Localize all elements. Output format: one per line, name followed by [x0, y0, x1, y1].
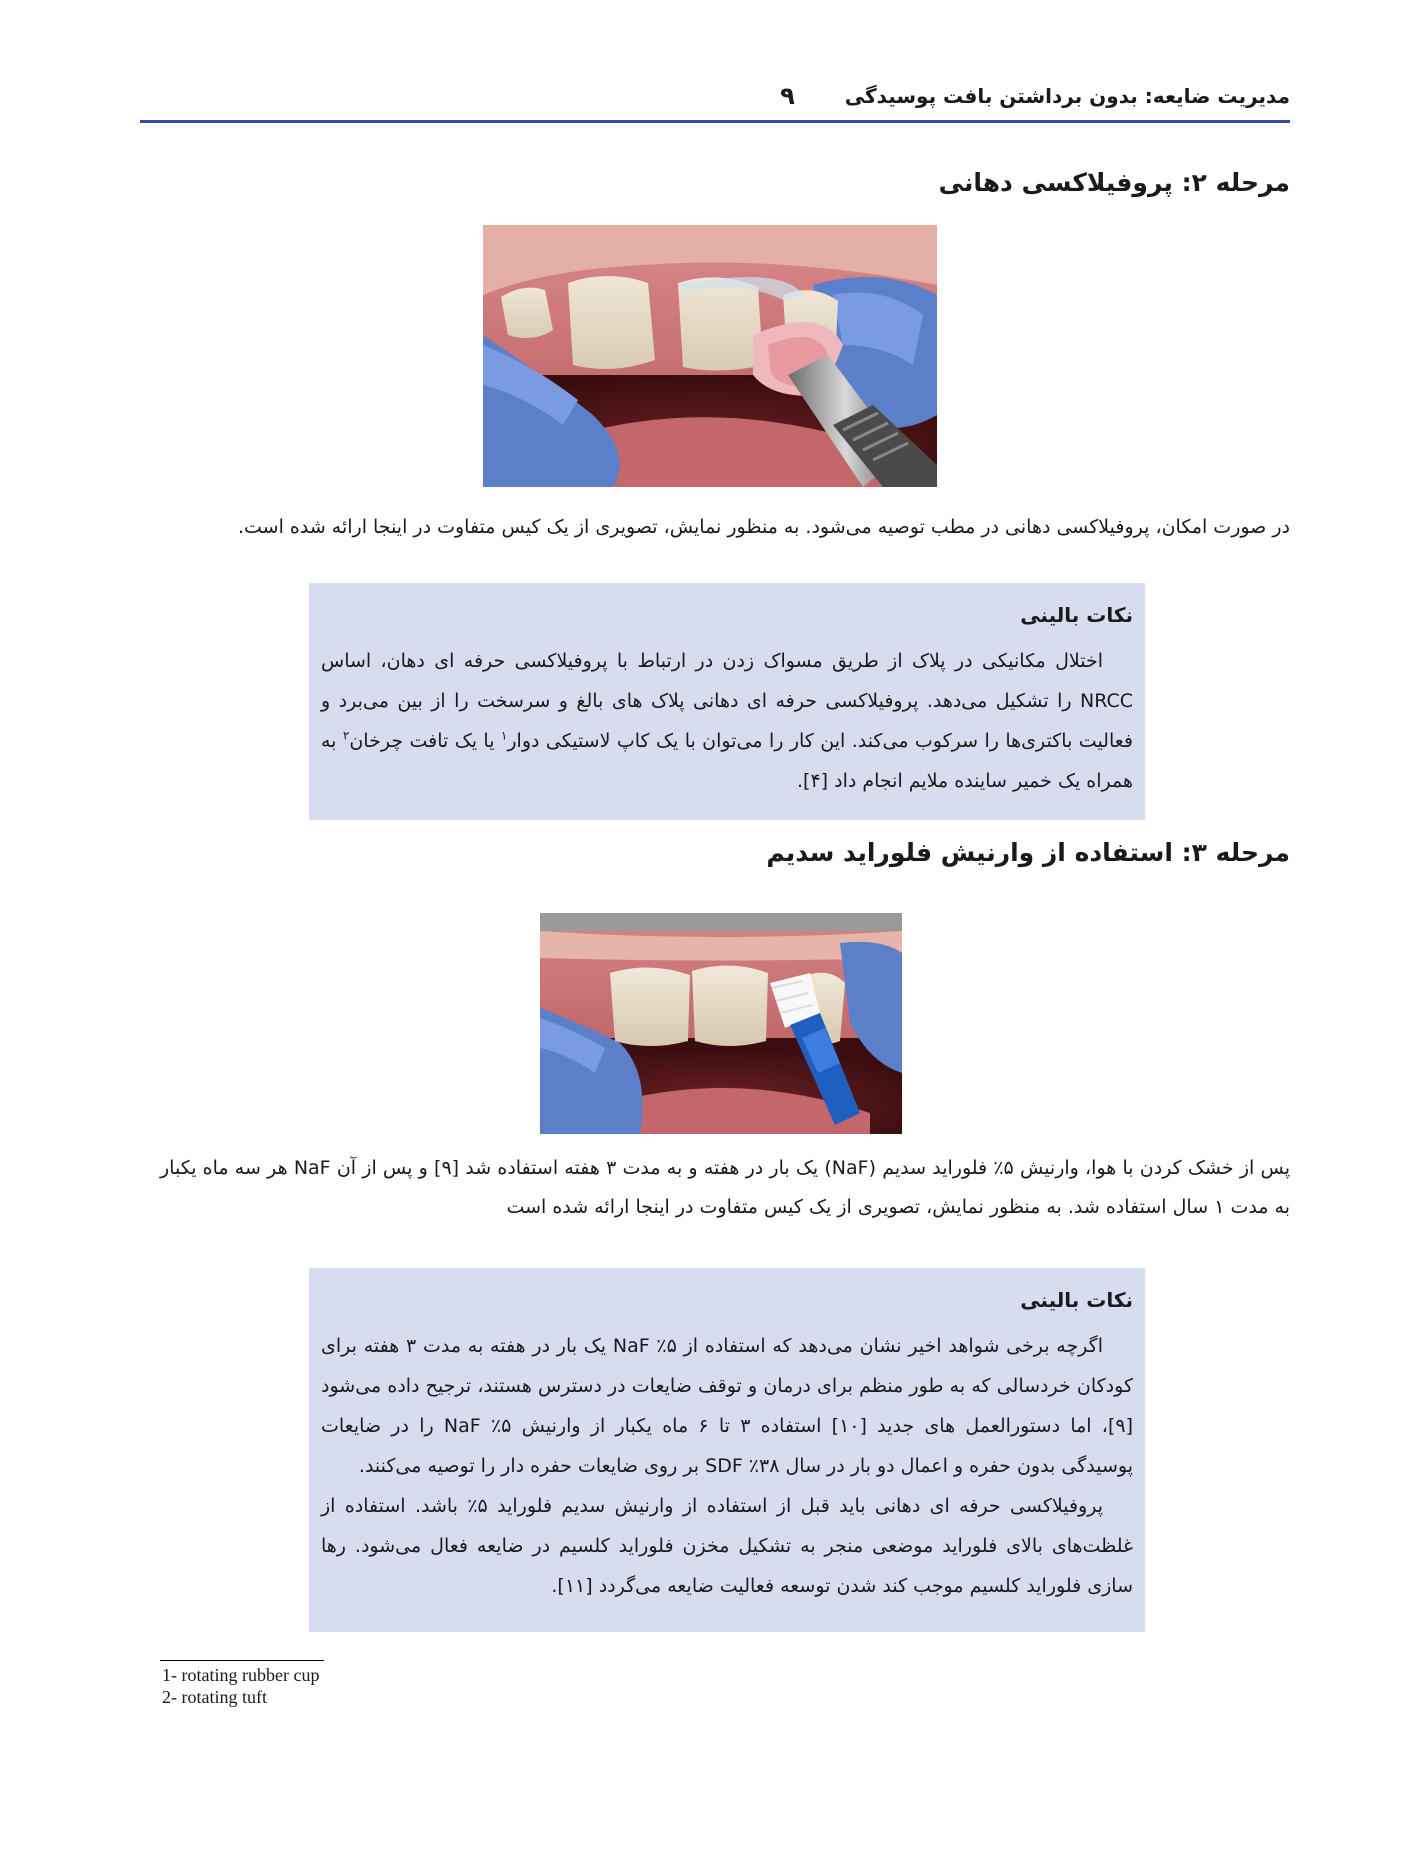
fluoride-varnish-photo: [540, 913, 902, 1134]
clinical-notes-text-part-1: اختلال مکانیکی در پلاک از طریق مسواک زدن در ارتباط با پروفیلاکسی حرفه ای دهان، اساس NRCC را تشکیل می‌دهد. پروفیلاکسی حرفه ای دهانی پلاک های بالغ و سرسخت را از بین می‌برد و فعالیت باکتری‌ها را سرکوب می‌کند. این کار را می‌توان با یک کاپ لاستیکی دوار: [321, 650, 1133, 752]
clinical-notes-body: [321, 641, 1133, 801]
dental-prophylaxis-photo: [483, 225, 937, 487]
paragraph-step-3: پس از خشک کردن با هوا، وارنیش ۵٪ فلوراید سدیم (NaF) یک بار در هفته و به مدت ۳ هفته استفاده شد [۹] و پس از آن NaF هر سه ماه یکبار به مدت ۱ سال استفاده شد. به منظور نمایش، تصویری از یک کیس متفاوت در اینجا ارائه شده است: [160, 1157, 1291, 1218]
paragraph-step-2: در صورت امکان، پروفیلاکسی دهانی در مطب توصیه می‌شود. به منظور نمایش، تصویری از یک کیس متفاوت در اینجا ارائه شده است.: [237, 516, 1290, 538]
footnotes: [162, 1664, 319, 1708]
clinical-notes-text-part-3: به همراه یک خمیر ساینده ملایم انجام داد [۴].: [321, 730, 1133, 792]
footnote-1: 1- rotating rubber cup: [162, 1665, 320, 1685]
clinical-notes-body-paragraph-2: پروفیلاکسی حرفه ای دهانی باید قبل از استفاده از وارنیش سدیم فلوراید ۵٪ باشد. استفاده از غلظت‌های بالای فلوراید موضعی منجر به تشکیل مخزن فلوراید کلسیم در ضایعه فعال می‌شود. رها سازی فلوراید کلسیم موجب کند شدن توسعه فعالیت ضایعه می‌گردد [۱۱].: [321, 1495, 1133, 1597]
footnote-ref-2: ۲: [342, 728, 350, 743]
section-heading-step-2: مرحله ۲: پروفیلاکسی دهانی: [938, 168, 1290, 197]
clinical-notes-title: نکات بالینی: [1020, 603, 1133, 627]
running-head-title: مدیریت ضایعه: بدون برداشتن بافت پوسیدگی: [844, 84, 1290, 108]
clinical-notes-text-part-2: یا یک تافت چرخان: [349, 730, 501, 752]
clinical-notes-body-paragraph-1: اگرچه برخی شواهد اخیر نشان می‌دهد که استفاده از ۵٪ NaF یک بار در هفته به مدت ۳ هفته برای کودکان خردسالی که به طور منظم برای درمان و توقف ضایعات در دسترس هستند، ترجیح داده می‌شود [۹]، اما دستورالعمل های جدید [۱۰] استفاده ۳ تا ۶ ماه یکبار از وارنیش ۵٪ NaF را در ضایعات پوسیدگی بدون حفره و اعمال دو بار در سال ۳۸٪ SDF بر روی ضایعات حفره دار را توصیه می‌کنند.: [321, 1335, 1133, 1477]
footnote-ref-1: ۱: [500, 728, 508, 743]
page-number: ۹: [780, 82, 795, 110]
footnote-rule: [160, 1660, 324, 1661]
clinical-notes-box-1: [309, 583, 1145, 820]
section-heading-step-3: مرحله ۳: استفاده از وارنیش فلوراید سدیم: [766, 838, 1290, 867]
header-rule: [140, 120, 1290, 123]
running-head: [140, 78, 1290, 114]
footnote-2: 2- rotating tuft: [162, 1687, 267, 1707]
clinical-notes-title: نکات بالینی: [1020, 1288, 1133, 1312]
clinical-notes-box-2: [309, 1268, 1145, 1632]
